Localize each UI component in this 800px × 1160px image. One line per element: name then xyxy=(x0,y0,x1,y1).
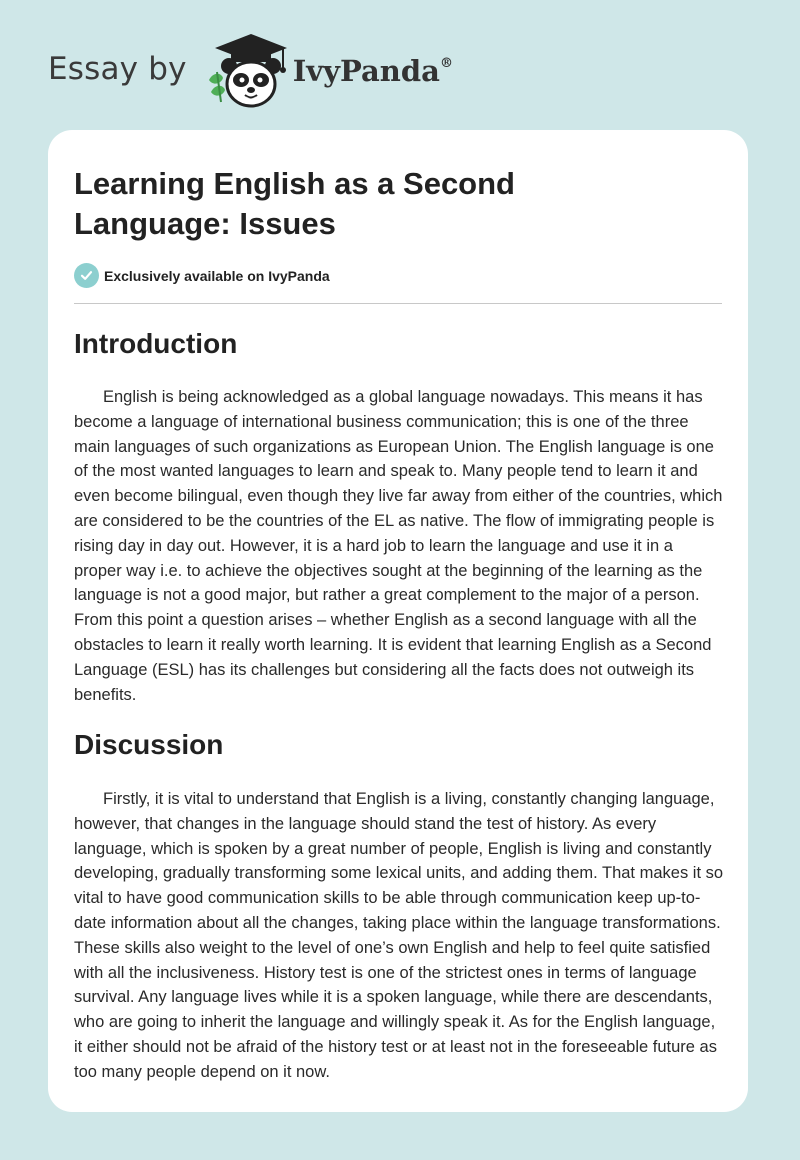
section-heading-introduction: Introduction xyxy=(74,328,238,359)
badge-label: Exclusively available on IvyPanda xyxy=(104,267,330,284)
site-header xyxy=(48,32,453,112)
divider xyxy=(74,303,722,304)
brand-name: IvyPanda® xyxy=(292,54,453,88)
ivy-leaf-icon xyxy=(209,72,225,102)
check-circle-icon xyxy=(74,263,99,288)
section-heading-discussion: Discussion xyxy=(74,729,224,760)
exclusive-badge xyxy=(74,263,330,288)
essay-card xyxy=(48,130,748,1112)
section-paragraph-discussion: Firstly, it is vital to understand that English is a living, constantly changing language, however, that changes in the language should stand the test of history. As every language, which is spoken by a great number of people, English is living and constantly developing, gradually transforming some lexical units, and adding them. That makes it so vital to have good communication skills to be able through communication keep up-to-date information about all the changes, taking place within the language transformations. These skills also weight to the level of one’s own English and help to feel quite satisfied with all the inclusiveness. History test is one of the strictest ones in terms of language survival. Any language lives while it is a spoken language, while there are descendants, who are going to inherit the language and willingly speak it. As for the English language, it either should not be afraid of the history test or at least not in the foreseeable future as too many people depend on it now. xyxy=(74,790,724,1081)
panda-graduate-icon xyxy=(201,32,289,112)
page-title: Learning English as a Second Language: Issues xyxy=(74,166,515,241)
essay-by-label: Essay by xyxy=(48,51,187,87)
section-paragraph-introduction: English is being acknowledged as a global language nowadays. This means it has become a language of international business communication; this is one of the three main languages of such organizations as European Union. The English language is one of the most wanted languages to learn and speak to. Many people tend to learn it and even become bilingual, even though they live far away from either of the countries, which are considered to be the countries of the EL as native. The flow of immigrating people is rising day in day out. However, it is a hard job to learn the language and use it in a proper way i.e. to achieve the objectives sought at the beginning of the learning as the language is not a good major, but rather a great complement to the major of a person. From this point a question arises – whether English as a second language with all the obstacles to learn it really worth learning. It is evident that learning English as a Second Language (ESL) has its challenges but considering all the facts does not outweigh its benefits. xyxy=(74,388,723,704)
